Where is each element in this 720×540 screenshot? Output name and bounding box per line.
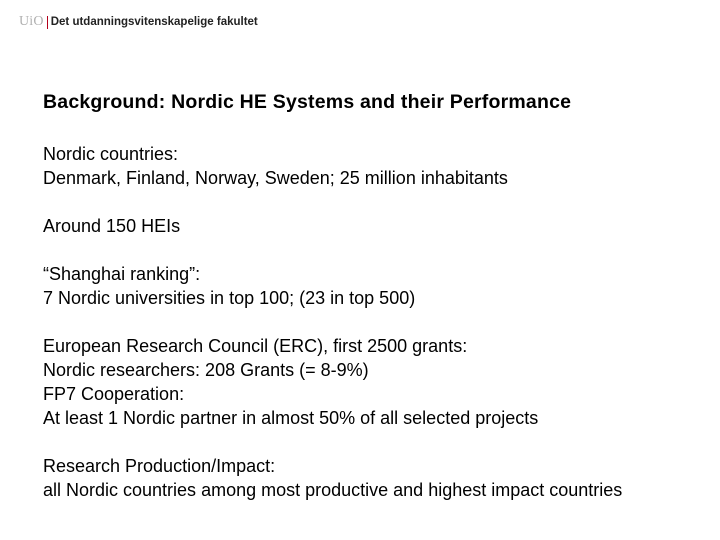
text-line: all Nordic countries among most productive and highest impact countries [43,480,623,500]
text-line: 7 Nordic universities in top 100; (23 in top 500) [43,288,416,308]
uio-logo: UiO [19,14,44,29]
text-line: At least 1 Nordic partner in almost 50% of all selected projects [43,408,539,428]
paragraph-nordic-countries [43,142,622,190]
paragraph-heis [43,214,622,238]
text-line: Denmark, Finland, Norway, Sweden; 25 million inhabitants [43,168,508,188]
text-line: Nordic countries: [43,144,179,164]
logo-divider [47,16,48,29]
paragraph-erc-grants [43,334,622,430]
header [19,12,258,32]
slide-title: Background: Nordic HE Systems and their Performance [43,91,572,113]
faculty-name: Det utdanningsvitenskapelige fakultet [50,16,258,28]
text-line: Nordic researchers: 208 Grants (= 8-9%) [43,360,369,380]
paragraph-research-impact [43,454,622,502]
text-line: Research Production/Impact: [43,456,276,476]
text-line: FP7 Cooperation: [43,384,185,404]
text-line: “Shanghai ranking”: [43,264,201,284]
paragraph-shanghai-ranking [43,262,622,310]
slide-body [43,142,622,526]
text-line: Around 150 HEIs [43,216,181,236]
text-line: European Research Council (ERC), first 2500 grants: [43,336,468,356]
